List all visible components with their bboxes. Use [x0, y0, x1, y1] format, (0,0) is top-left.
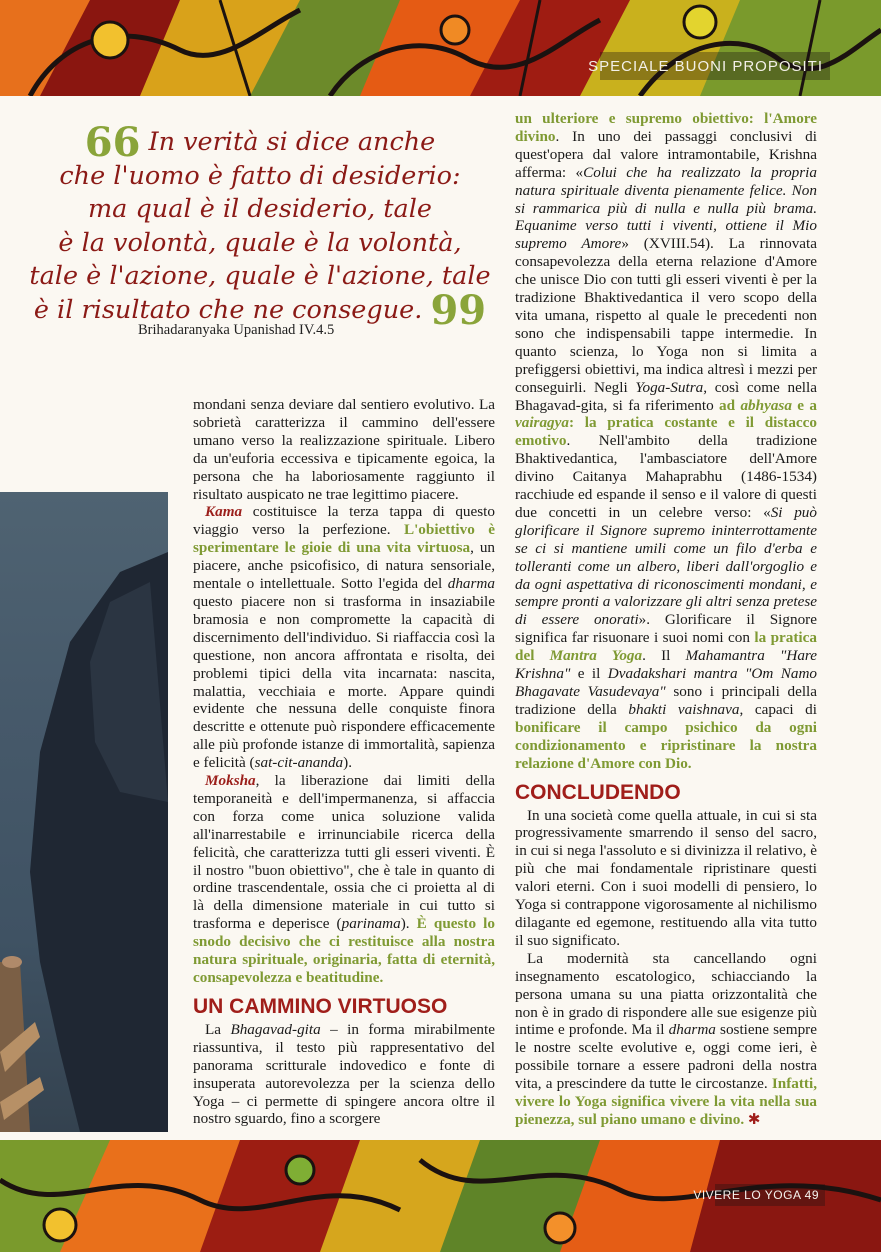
- article-column-right: [515, 110, 817, 1129]
- highlight: ad: [719, 396, 741, 414]
- quote-source: Brihadaranyaka Upanishad IV.4.5: [138, 322, 335, 338]
- highlight: Infatti, vivere lo Yoga significa vivere la vita nella sua pienezza, sul piano umano e divino.: [515, 1075, 817, 1128]
- text-run: ». Glorificare il Signore significa far risuonare i suoi nomi con: [515, 611, 817, 647]
- stained-glass-pattern-top: [0, 0, 881, 96]
- highlight: un ulteriore e supremo obiettivo: l'Amore divino: [515, 110, 817, 145]
- text-run: , capaci di: [739, 700, 817, 718]
- person-silhouette: [0, 492, 168, 1132]
- term-sat-cit-ananda: sat-cit-ananda: [254, 754, 344, 772]
- paragraph: In una società come quella attuale, in cui si sta progressivamente smarrendo il senso del sacro, in cui si nega l'assoluto e si divinizza il relativo, è più che mai fondamentale ripristinare questi valori eterni. Con i suoi modelli di pensiero, lo Yoga si contrappone vigorosamente al nichilismo dilagante ed egemone, restituendo alla vita tutto il suo significato.: [515, 806, 817, 949]
- caitanya-verse: Si può glorificare il Signore supremo ininterrottamente se ci si mantiene umili come un filo d'erba e tolleranti come un albero, liberi dall'orgoglio e da ogni aspettativa di riconoscimenti mondani, e sempre pronti a valorizzare gli altri senza pretese di essere onorati: [515, 503, 817, 629]
- term-vairagya: vairagya: [515, 414, 569, 432]
- text-run: , così come nella Bhagavad-gita, si fa riferimento: [515, 378, 817, 414]
- text-run: ).: [400, 915, 417, 933]
- section-label: SPECIALE BUONI PROPOSITI: [588, 58, 823, 75]
- term-mahamantra: Mahamantra "Hare Krishna": [515, 647, 817, 683]
- text-run: . Il: [642, 647, 686, 665]
- quote-line: è la volontà, quale è la volontà,: [58, 227, 462, 258]
- quote-line: In verità si dice anche: [148, 127, 436, 157]
- highlight: : la pratica costante e il distacco emotivo: [515, 414, 817, 450]
- highlight: L'obiettivo è sperimentare le gioie di una vita virtuosa: [193, 521, 495, 557]
- text-run: sono i principali della tradizione della: [515, 683, 818, 718]
- text-run: . In uno dei passaggi conclusivi di quest'opera dal valore intramontabile, Krishna afferma: «: [515, 127, 817, 181]
- term-bhagavad-gita: Bhagavad-gita: [230, 1020, 321, 1038]
- term-moksha: Moksha: [205, 772, 256, 790]
- text-run: ).: [343, 754, 353, 772]
- article-column-left: [193, 396, 495, 1128]
- paragraph: mondani senza deviare dal sentiero evolutivo. La sobrietà caratterizza il cammino dell'essere umano verso la realizzazione spirituale. Libero da un'euforia eccessiva e tipicamente egoica, la persona che ha laboriosamente raggiunto il risultato auspicato ne trae legittimo piacere.: [193, 396, 495, 503]
- term-kama: Kama: [205, 503, 243, 521]
- text-run: – in forma mirabilmente riassuntiva, il testo più rappresentativo del panorama scritturale indovedico e fonte di insuperata autorevolezza per la scienza dello Yoga – ci permette di spingere ancora oltre il nostro sguardo, fino a scorgere: [193, 1020, 495, 1128]
- quote-line: ma qual è il desiderio, tale: [88, 194, 432, 225]
- highlight: È questo lo snodo decisivo che ci restituisce alla nostra natura spirituale, originaria, fatta di eternità, consapevolezza e beatitudine.: [193, 915, 495, 986]
- text-run: La: [205, 1020, 231, 1038]
- term-dharma: dharma: [447, 575, 495, 593]
- text-run: . Nell'ambito della tradizione Bhaktivedantica, l'ambasciatore dell'Amore divino Caitanya Mahaprabhu (1486-1534) racchiude ed espande il senso e il valore di questi due concetti in un celebre verso: «: [515, 432, 817, 521]
- krishna-quote: Colui che ha realizzato la propria natura spirituale diventa pienamente felice. Non si rammarica più di nulla e nulla più brama. Equanime verso tutti i viventi, ottiene il Mio supremo Amore: [515, 163, 817, 253]
- text-run: » (XVIII.54). La rinnovata consapevolezza della eterna relazione d'Amore che unisce Dio con tutti gli esseri viventi è per la tradizione Bhaktivedantica il vero scopo della vita umana, rispetto al quale le precedenti non sono che indispensabili tappe intermedie. In quanto scienza, lo Yoga non si limita a prefiggersi obiettivi, ma indica altresì i mezzi per conseguirli. Negli: [515, 235, 817, 396]
- term-dvadakshari: Dvadakshari mantra "Om Namo Bhagavate Vasudevaya": [515, 665, 817, 700]
- end-mark-icon: ✱: [747, 1110, 761, 1128]
- paragraph: [193, 1021, 495, 1128]
- text-run: sostiene sempre le nostre scelte evolutive e, oggi come ieri, è possibile tornare a essere padroni della nostra vita, a prescindere da tutte le circostanze.: [515, 1021, 817, 1093]
- paragraph: [193, 503, 495, 772]
- term-yoga-sutra: Yoga-Sutra: [635, 378, 704, 396]
- text-run: costituisce la terza tappa di questo viaggio verso la perfezione.: [193, 503, 495, 539]
- quote-line: tale è l'azione, quale è l'azione, tale: [29, 261, 491, 292]
- term-parinama: parinama: [341, 915, 401, 933]
- term-abhyasa: abhyasa: [740, 396, 792, 414]
- open-quote-mark: 66: [84, 119, 141, 166]
- bottom-decorative-banner: [0, 1140, 881, 1252]
- text-run: e il: [570, 665, 608, 683]
- paragraph: [193, 772, 495, 987]
- highlight: e a: [791, 396, 817, 414]
- text-run: , un piacere, anche psicofisico, di natura sensoriale, mentale o intellettuale. Sotto l'egida del: [193, 539, 496, 593]
- quote-line: è il risultato che ne consegue.: [33, 294, 423, 325]
- highlight: bonificare il campo psichico da ogni condizionamento e ripristinare la nostra relazione d'Amore con Dio.: [515, 718, 817, 772]
- footer-label: VIVERE LO YOGA 49: [693, 1188, 819, 1202]
- yoga-photo: [0, 492, 168, 1132]
- top-decorative-banner: [0, 0, 881, 96]
- paragraph: [515, 110, 817, 773]
- highlight: la pratica del: [515, 629, 817, 665]
- text-run: , la liberazione dai limiti della temporaneità e dell'impermanenza, si affaccia con forza come unica soluzione valida all'inarrestabile e irrinunciabile ricerca della felicità, che caratterizza tutti gli esseri viventi. È il nostro "buon obiettivo", che è tale in quanto di ordine trascendentale, ossia che ci proietta al di là della dimensione materiale in cui tutto si trasforma e deperisce (: [193, 772, 495, 933]
- close-quote-mark: 99: [430, 286, 487, 334]
- text-run: questo piacere non si trasforma in insaziabile bramosia e non compromette la capacità di discernimento dell'individuo. Si riaffaccia così la questione, non ancora affrontata e risolta, dei problemi tipici della vita incarnata: nascita, malattia, vecchiaia e morte. Appare quindi evidente che nessuna delle conquiste finora descritte e ottenute può rispondere efficacemente alle più profonde istanze di immortalità, sapienza e felicità (: [193, 592, 495, 772]
- quote-line: che l'uomo è fatto di desiderio:: [59, 160, 461, 191]
- paragraph: [515, 950, 817, 1129]
- term-dharma: dharma: [668, 1021, 716, 1039]
- term-bhakti-vaishnava: bhakti vaishnava: [628, 700, 740, 718]
- section-heading: UN CAMMINO VIRTUOSO: [193, 994, 448, 1018]
- section-heading: CONCLUDENDO: [515, 780, 681, 804]
- term-mantra-yoga: Mantra Yoga: [549, 647, 643, 665]
- text-run: La modernità sta cancellando ogni insegnamento escatologico, schiacciando la persona umana su una piatta orizzontalità che non è in grado di rispondere alle sue esigenze più intime e profonde. Ma il: [515, 949, 817, 1039]
